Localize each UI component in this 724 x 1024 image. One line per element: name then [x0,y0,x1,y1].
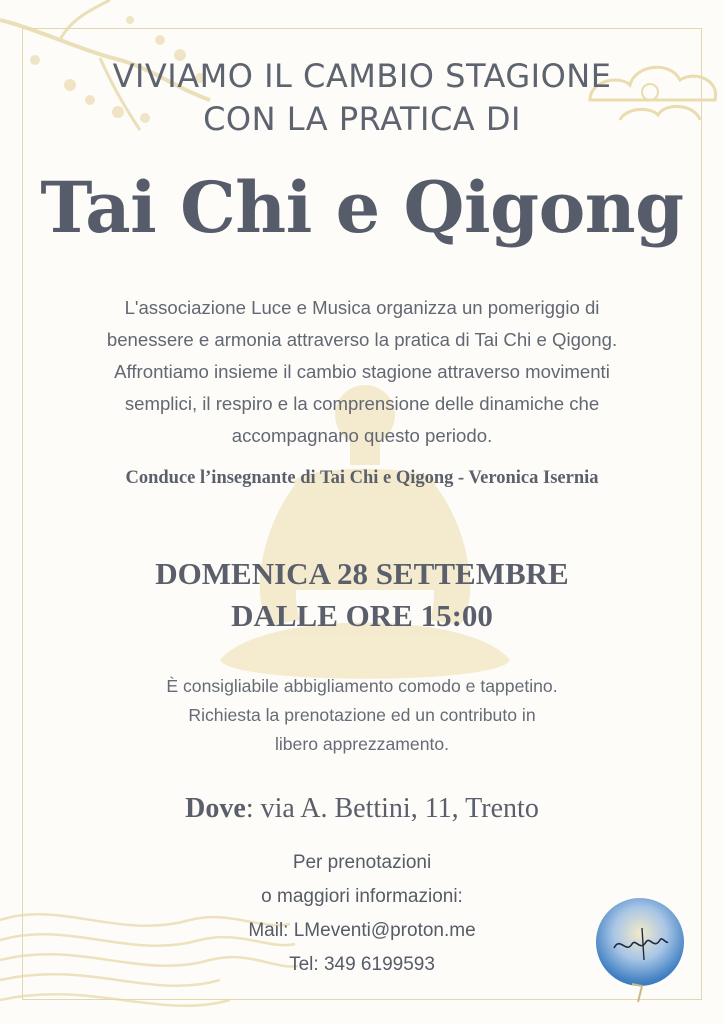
description-paragraph [62,292,662,452]
description-line: benessere e armonia attraverso la pratica di Tai Chi e Qigong. [106,329,618,350]
logo-signature-icon [596,898,684,986]
mail-label: Mail: [248,920,294,941]
contact-block [62,846,662,982]
instructor-line: Conduce l’insegnante di Tai Chi e Qigong - Veronica Isernia [125,468,599,488]
location-address: : via A. Bettini, 11, Trento [245,793,539,824]
header-line-1: VIVIAMO IL CAMBIO STAGIONE [112,57,612,95]
contact-tel-row [62,948,662,982]
note-line: Richiesta la prenotazione ed un contributo in [188,705,536,725]
tel-number[interactable]: 349 6199593 [323,954,435,975]
note-line: È consigliabile abbigliamento comodo e tappetino. [166,676,558,696]
description-line: L'associazione Luce e Musica organizza un pomeriggio di [124,297,600,318]
event-date: DOMENICA 28 SETTEMBRE [155,556,569,591]
contact-line-2: o maggiori informazioni: [261,886,463,907]
header-line-2: CON LA PRATICA DI [203,100,521,138]
contact-mail-row [62,914,662,948]
contact-line-1: Per prenotazioni [292,852,432,873]
description-line: Affrontiamo insieme il cambio stagione attraverso movimenti [114,361,610,382]
description-line: accompagnano questo periodo. [231,425,493,446]
logo-stroke-decoration [628,982,648,1004]
location-label: Dove [185,793,246,824]
page-title: Tai Chi e Qigong [40,166,684,249]
event-time: DALLE ORE 15:00 [231,598,493,633]
note-line: libero apprezzamento. [274,734,450,754]
mail-address[interactable]: LMeventi@proton.me [293,920,476,941]
description-line: semplici, il respiro e la comprensione delle dinamiche che [124,393,600,414]
association-logo [596,898,684,986]
location-line [0,793,724,825]
tel-label: Tel: [289,954,324,975]
notes-paragraph [62,672,662,759]
